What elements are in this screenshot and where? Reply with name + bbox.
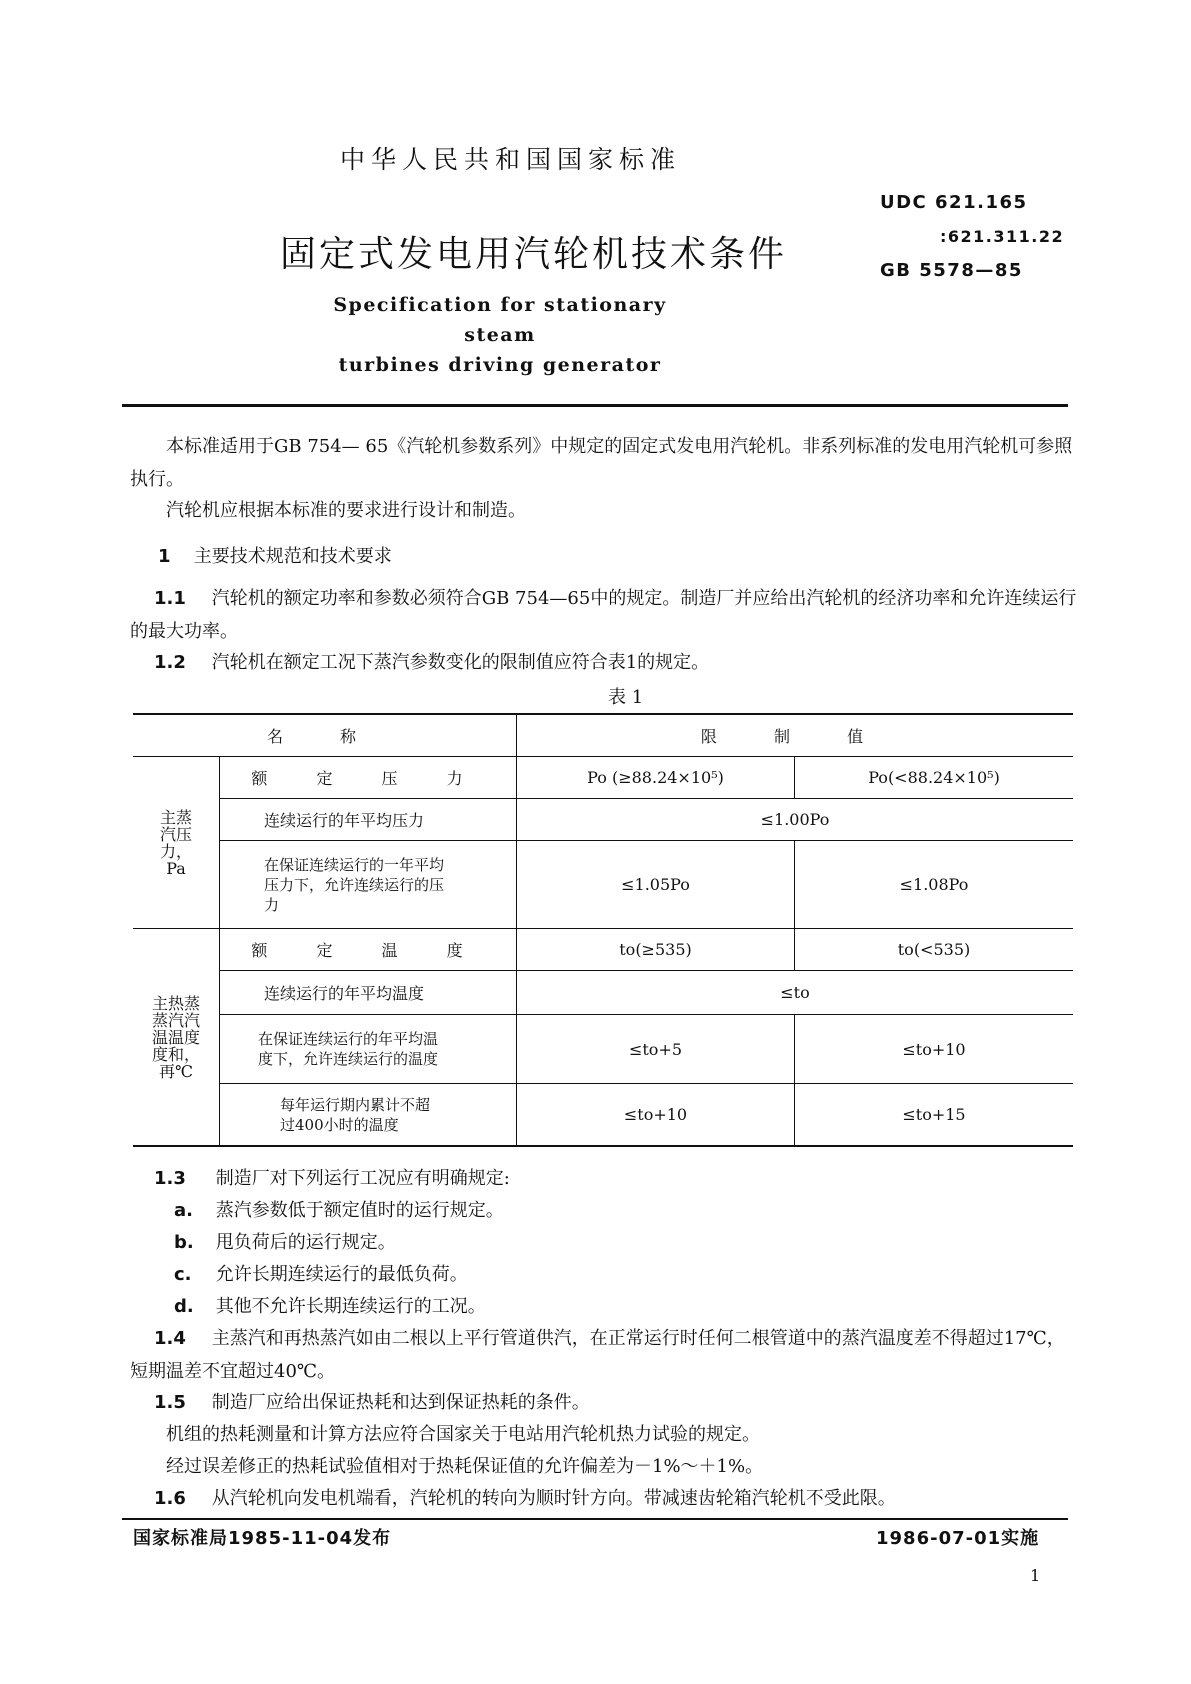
row-name: 每年运行期内累计不超过400小时的温度 xyxy=(280,1095,431,1134)
effective-date: 1986-07-01实施 xyxy=(876,1528,1040,1549)
document-title: 固定式发电用汽轮机技术条件 xyxy=(280,234,788,275)
national-standard-heading: 中华人民共和国国家标准 xyxy=(340,145,682,174)
group-label-temperature-text: 主热蒸蒸汽汽温温度度和，再℃ xyxy=(151,993,200,1081)
clause-text: 汽轮机的额定功率和参数必须符合GB 754—65中的规定。制造厂并应给出汽轮机的经济功率和允许连续运行的最大功率。 xyxy=(130,588,1077,642)
clause-number: 1.2 xyxy=(154,652,186,673)
clause-1-5-paragraph-3 xyxy=(166,1450,1116,1483)
row-value: ≤to xyxy=(780,983,810,1002)
row-value-low: ≤to+10 xyxy=(902,1039,966,1059)
clause-number: 1.1 xyxy=(154,588,186,609)
header-divider xyxy=(122,404,1068,407)
list-item-c xyxy=(174,1258,1124,1291)
clause-1-6 xyxy=(130,1482,1080,1515)
list-item-b xyxy=(174,1226,1124,1259)
intro-text-2: 汽轮机应根据本标准的要求进行设计和制造。 xyxy=(166,500,526,521)
clause-1-5 xyxy=(130,1386,1080,1419)
group-label-temperature xyxy=(133,929,219,1145)
row-name: 在保证连续运行的一年平均压力下，允许连续运行的压力 xyxy=(264,855,445,914)
clause-text: 制造厂对下列运行工况应有明确规定: xyxy=(215,1168,510,1189)
list-item-a xyxy=(174,1194,1124,1227)
clause-1-4 xyxy=(130,1322,1080,1388)
list-text: 甩负荷后的运行规定。 xyxy=(215,1232,396,1253)
list-label: b. xyxy=(174,1232,194,1253)
gb-code: GB 5578—85 xyxy=(880,260,1023,281)
row-value-high: to(≥535) xyxy=(619,940,692,959)
group-label-pressure xyxy=(133,757,219,928)
page-number: 1 xyxy=(1030,1566,1041,1585)
clause-1-2 xyxy=(130,646,1080,679)
row-name: 在保证连续运行的年平均温度下，允许连续运行的温度 xyxy=(258,1030,439,1068)
list-text: 允许长期连续运行的最低负荷。 xyxy=(215,1264,468,1285)
list-text: 其他不允许长期连续运行的工况。 xyxy=(215,1296,486,1317)
row-value-high: Po (≥88.24×10⁵) xyxy=(587,768,724,787)
section-title: 主要技术规范和技术要求 xyxy=(193,546,392,567)
clause-text: 从汽轮机向发电机端看，汽轮机的转向为顺时针方向。带减速齿轮箱汽轮机不受此限。 xyxy=(211,1488,896,1509)
clause-number: 1.4 xyxy=(154,1328,186,1349)
title-en-line2: turbines driving generator xyxy=(338,354,662,376)
row-value-low: ≤1.08Po xyxy=(899,875,969,894)
row-value-low: to(<535) xyxy=(897,940,971,959)
group-label-pressure-text: 主蒸汽压力，Pa xyxy=(160,807,193,878)
clause-text: 机组的热耗测量和计算方法应符合国家关于电站用汽轮机热力试验的规定。 xyxy=(166,1424,760,1445)
clause-number: 1.6 xyxy=(154,1488,186,1509)
row-value-low: Po(<88.24×10⁵) xyxy=(868,768,1000,787)
header-name: 名 称 xyxy=(266,727,383,746)
clause-1-3 xyxy=(130,1162,1080,1195)
table-caption: 表 1 xyxy=(608,687,644,708)
list-label: a. xyxy=(174,1200,193,1221)
classification-codes xyxy=(880,186,1064,288)
intro-paragraph-2 xyxy=(130,494,1080,527)
intro-text-1: 本标准适用于GB 754— 65《汽轮机参数系列》中规定的固定式发电用汽轮机。非系列标准的发电用汽轮机可参照执行。 xyxy=(130,436,1073,490)
title-en-line1: Specification for stationary steam xyxy=(333,294,667,346)
footer-divider xyxy=(122,1518,1068,1520)
clause-number: 1.5 xyxy=(154,1392,186,1413)
row-name: 额 定 温 度 xyxy=(251,941,485,960)
clause-1-5-paragraph-2 xyxy=(166,1418,1116,1451)
list-text: 蒸汽参数低于额定值时的运行规定。 xyxy=(215,1200,504,1221)
udc-code-secondary: :621.311.22 xyxy=(940,227,1065,246)
clause-text: 制造厂应给出保证热耗和达到保证热耗的条件。 xyxy=(211,1392,590,1413)
list-label: c. xyxy=(174,1264,192,1285)
clause-number: 1.3 xyxy=(154,1168,186,1189)
issue-date: 国家标准局1985-11-04发布 xyxy=(133,1528,392,1549)
section-number: 1 xyxy=(158,546,171,567)
clause-text: 汽轮机在额定工况下蒸汽参数变化的限制值应符合表1的规定。 xyxy=(211,652,710,673)
row-name: 额 定 压 力 xyxy=(251,769,485,788)
intro-paragraph-1 xyxy=(130,430,1080,496)
row-value-high: ≤to+10 xyxy=(623,1105,688,1124)
clause-1-1 xyxy=(130,582,1080,648)
list-label: d. xyxy=(174,1296,194,1317)
header-limit: 限 制 值 xyxy=(700,727,890,746)
row-value-high: ≤to+5 xyxy=(628,1039,683,1059)
table-bottom-rule xyxy=(133,1145,1073,1147)
row-name: 连续运行的年平均温度 xyxy=(264,984,425,1003)
list-item-d xyxy=(174,1290,1124,1323)
row-value-high: ≤1.05Po xyxy=(621,875,690,894)
limits-table xyxy=(133,713,1073,1147)
section-1-heading xyxy=(158,540,1108,573)
clause-text: 经过误差修正的热耗试验值相对于热耗保证值的允许偏差为－1%～＋1%。 xyxy=(166,1456,764,1477)
document-title-english xyxy=(310,290,690,380)
clause-text: 主蒸汽和再热蒸汽如由二根以上平行管道供汽，在正常运行时任何二根管道中的蒸汽温度差不得超过17℃，短期温差不宜超过40℃。 xyxy=(130,1328,1065,1382)
udc-code: UDC 621.165 xyxy=(880,192,1028,213)
row-value-low: ≤to+15 xyxy=(902,1105,966,1124)
row-name: 连续运行的年平均压力 xyxy=(264,811,425,830)
row-value: ≤1.00Po xyxy=(760,810,830,829)
